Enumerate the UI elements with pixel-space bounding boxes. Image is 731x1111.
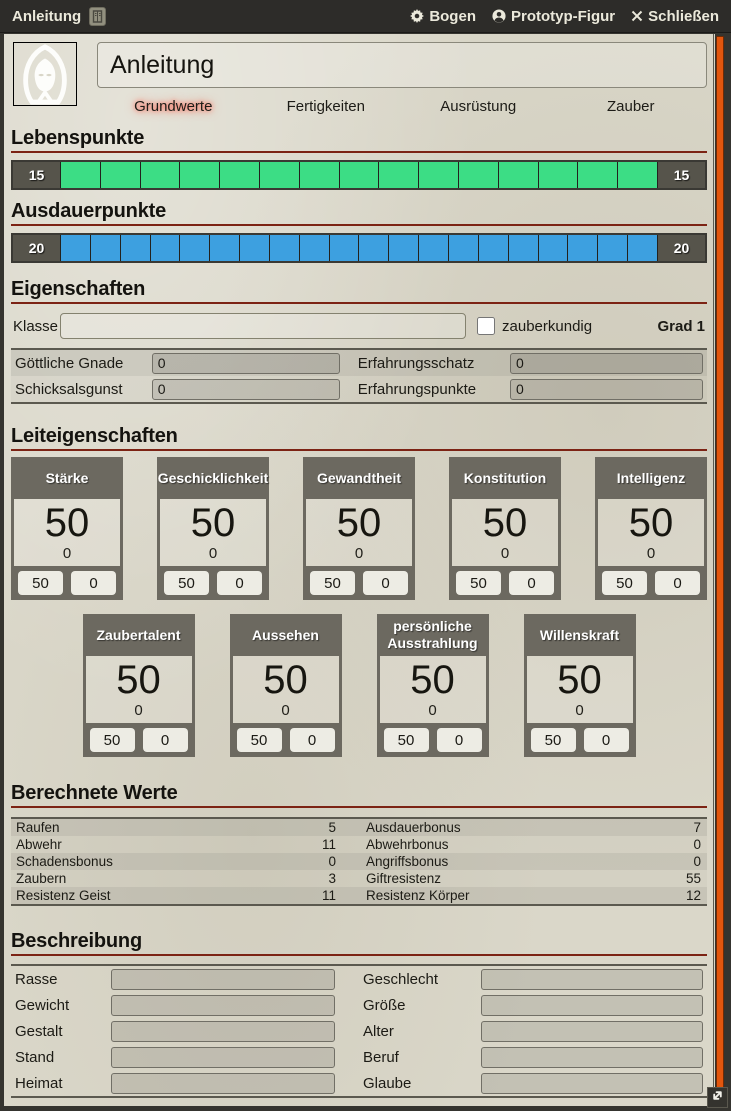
beschreibung-row (11, 992, 707, 1018)
attribute-card-aussehen (230, 614, 342, 757)
attribute-mod-input[interactable] (509, 571, 554, 595)
attribute-card-zaubertalent (83, 614, 195, 757)
description-input-gestalt[interactable] (111, 1021, 335, 1042)
resource-current: 15 (13, 162, 61, 188)
attribute-name: Willenskraft (524, 614, 636, 656)
section-rule (11, 449, 707, 451)
field-input-erfahrungsschatz[interactable] (510, 353, 703, 374)
description-input-glaube[interactable] (481, 1073, 703, 1094)
derived-label: Zaubern (16, 871, 67, 886)
beschreibung-table (11, 964, 707, 1098)
attribute-value[interactable]: 50 (628, 501, 674, 545)
window-title-group (12, 7, 106, 26)
berechnete-werte-row (11, 870, 707, 887)
derived-value: 12 (685, 888, 701, 903)
lebenspunkte-section (11, 127, 707, 190)
derived-value: 11 (321, 837, 336, 852)
description-input-alter[interactable] (481, 1021, 703, 1042)
attribute-body (303, 499, 415, 566)
attribute-inputs (303, 566, 415, 600)
description-input-gewicht[interactable] (111, 995, 335, 1016)
character-name-input[interactable] (97, 42, 707, 88)
tab-zauber[interactable]: Zauber (606, 98, 655, 115)
ausdauerpunkte-segment[interactable] (448, 235, 478, 261)
derived-label: Giftresistenz (366, 871, 442, 886)
sheet-content (4, 34, 715, 1106)
leiteigenschaften-section (11, 425, 707, 757)
description-label: Geschlecht (363, 970, 439, 988)
ausdauerpunkte-segment[interactable] (179, 235, 209, 261)
derived-label: Ausdauerbonus (366, 820, 461, 835)
attribute-base-input[interactable] (602, 571, 647, 595)
derived-value: 3 (328, 871, 336, 886)
attribute-cards-row-1 (11, 457, 707, 600)
resource-current: 20 (13, 235, 61, 261)
description-input-geschlecht[interactable] (481, 969, 703, 990)
lebenspunkte-segment[interactable] (61, 162, 100, 188)
attribute-body (230, 656, 342, 723)
lebenspunkte-segment[interactable] (179, 162, 219, 188)
tab-bar (97, 96, 707, 117)
attribute-name: Intelligenz (595, 457, 707, 499)
description-input-beruf[interactable] (481, 1047, 703, 1068)
description-label: Gewicht (15, 996, 70, 1014)
eigenschaften-row (11, 350, 707, 376)
close-label: Schließen (648, 7, 719, 25)
berechnete-werte-row (11, 836, 707, 853)
attribute-mod-input[interactable] (217, 571, 262, 595)
field-input-göttliche gnade[interactable] (152, 353, 340, 374)
derived-value: 0 (328, 854, 336, 869)
attribute-value[interactable]: 50 (263, 658, 308, 702)
attribute-bonus: 0 (354, 545, 364, 562)
user-circle-icon (492, 9, 506, 23)
derived-label: Resistenz Geist (16, 888, 111, 903)
tab-ausrüstung[interactable]: Ausrüstung (440, 98, 517, 115)
gear-icon (410, 9, 424, 23)
attribute-inputs (377, 723, 489, 757)
description-label: Stand (15, 1048, 55, 1066)
attribute-body (83, 656, 195, 723)
attribute-mod-input[interactable] (143, 728, 188, 752)
attribute-name: Konstitution (449, 457, 561, 499)
field-label: Göttliche Gnade (15, 354, 124, 372)
attribute-name: Aussehen (230, 614, 342, 656)
derived-label: Schadensbonus (16, 854, 113, 869)
beschreibung-heading: Beschreibung (11, 930, 142, 952)
character-portrait[interactable] (13, 42, 77, 106)
attribute-bonus: 0 (646, 545, 656, 562)
resource-max: 20 (657, 235, 705, 261)
ausdauerpunkte-segment[interactable] (627, 235, 657, 261)
ausdauerpunkte-segment[interactable] (567, 235, 597, 261)
beschreibung-row (11, 1018, 707, 1044)
section-rule (11, 954, 707, 956)
field-label: Erfahrungsschatz (357, 354, 475, 372)
attribute-name: Geschicklichkeit (157, 457, 269, 499)
attribute-inputs (83, 723, 195, 757)
attribute-body (157, 499, 269, 566)
window-titlebar[interactable] (0, 0, 731, 33)
attribute-bonus: 0 (208, 545, 218, 562)
ausdauerpunkte-segment[interactable] (209, 235, 239, 261)
klasse-input[interactable] (60, 313, 466, 339)
attribute-base-input[interactable] (456, 571, 501, 595)
attribute-value[interactable]: 50 (410, 658, 455, 702)
lebenspunkte-segment[interactable] (378, 162, 418, 188)
derived-value: 55 (685, 871, 701, 886)
attribute-inputs (11, 566, 123, 600)
ausdauerpunkte-segment[interactable] (90, 235, 120, 261)
description-label: Rasse (15, 970, 58, 988)
resource-max: 15 (657, 162, 705, 188)
attribute-name: Stärke (11, 457, 123, 499)
attribute-mod-input[interactable] (363, 571, 408, 595)
ausdauerpunkte-segment[interactable] (508, 235, 538, 261)
berechnete-werte-table (11, 817, 707, 906)
ausdauerpunkte-segment[interactable] (269, 235, 299, 261)
sheet-config-label: Bogen (429, 7, 476, 25)
leiteigenschaften-heading: Leiteigenschaften (11, 425, 178, 447)
attribute-body (377, 656, 489, 723)
attribute-name: persönliche Ausstrahlung (377, 614, 489, 656)
derived-value: 0 (693, 837, 701, 852)
attribute-card-gewandtheit (303, 457, 415, 600)
resize-diagonal-arrow-icon (710, 1088, 725, 1108)
attribute-card-konstitution (449, 457, 561, 600)
attribute-value[interactable]: 50 (336, 501, 382, 545)
zauberkundig-checkbox[interactable] (477, 317, 495, 335)
attribute-inputs (524, 723, 636, 757)
lebenspunkte-segment[interactable] (577, 162, 617, 188)
attribute-body (524, 656, 636, 723)
derived-label: Raufen (16, 820, 60, 835)
berechnete-werte-section (11, 782, 707, 906)
attribute-bonus: 0 (575, 702, 584, 719)
tab-fertigkeiten[interactable]: Fertigkeiten (286, 98, 365, 115)
lebenspunkte-heading: Lebenspunkte (11, 127, 145, 149)
attribute-name: Zaubertalent (83, 614, 195, 656)
lebenspunkte-segment[interactable] (458, 162, 498, 188)
header-right (97, 42, 707, 117)
attribute-body (595, 499, 707, 566)
window-title: Anleitung (12, 7, 82, 25)
attribute-value[interactable]: 50 (44, 501, 90, 545)
description-input-stand[interactable] (111, 1047, 335, 1068)
resource-bar (11, 160, 707, 190)
lebenspunkte-segment[interactable] (538, 162, 578, 188)
berechnete-werte-row (11, 853, 707, 870)
attribute-mod-input[interactable] (437, 728, 482, 752)
tab-grundwerte[interactable]: Grundwerte (134, 98, 213, 115)
klasse-row (13, 313, 707, 339)
attribute-base-input[interactable] (90, 728, 135, 752)
description-input-heimat[interactable] (111, 1073, 335, 1094)
section-rule (11, 151, 707, 153)
ausdauerpunkte-segment[interactable] (239, 235, 269, 261)
attribute-bonus: 0 (281, 702, 290, 719)
field-label: Erfahrungspunkte (357, 380, 477, 398)
attribute-inputs (449, 566, 561, 600)
ausdauerpunkte-segment[interactable] (329, 235, 359, 261)
section-rule (11, 806, 707, 808)
attribute-card-geschicklichkeit (157, 457, 269, 600)
derived-label: Abwehr (16, 837, 62, 852)
lebenspunkte-segment[interactable] (100, 162, 140, 188)
derived-label: Resistenz Körper (366, 888, 470, 903)
titlebar-actions (410, 8, 719, 25)
lebenspunkte-segment[interactable] (259, 162, 299, 188)
attribute-mod-input[interactable] (71, 571, 116, 595)
ausdauerpunkte-segment[interactable] (358, 235, 388, 261)
attribute-card-persönliche ausstrahlung (377, 614, 489, 757)
field-input-erfahrungspunkte[interactable] (510, 379, 703, 400)
ausdauerpunkte-segment[interactable] (597, 235, 627, 261)
eigenschaften-section (11, 278, 707, 404)
ausdauerpunkte-segment[interactable] (418, 235, 448, 261)
description-label: Alter (363, 1022, 394, 1040)
lebenspunkte-segment[interactable] (418, 162, 458, 188)
attribute-base-input[interactable] (310, 571, 355, 595)
section-rule (11, 224, 707, 226)
resource-bar (11, 233, 707, 263)
attribute-card-intelligenz (595, 457, 707, 600)
derived-label: Angriffsbonus (366, 854, 449, 869)
eigenschaften-row (11, 376, 707, 402)
attribute-base-input[interactable] (237, 728, 282, 752)
attribute-value[interactable]: 50 (190, 501, 236, 545)
ausdauerpunkte-heading: Ausdauerpunkte (11, 200, 167, 222)
attribute-bonus: 0 (134, 702, 143, 719)
attribute-inputs (230, 723, 342, 757)
attribute-bonus: 0 (428, 702, 437, 719)
attribute-body (449, 499, 561, 566)
close-icon (631, 10, 643, 22)
field-label: Schicksalsgunst (15, 380, 123, 398)
attribute-card-stärke (11, 457, 123, 600)
ausdauerpunkte-segment[interactable] (120, 235, 150, 261)
berechnete-werte-row (11, 887, 707, 904)
zauberkundig-label: zauberkundig (502, 317, 593, 335)
attribute-mod-input[interactable] (584, 728, 629, 752)
grad-value: Grad 1 (657, 317, 705, 335)
eigenschaften-heading: Eigenschaften (11, 278, 146, 300)
beschreibung-row (11, 966, 707, 992)
klasse-label: Klasse (13, 317, 59, 335)
lebenspunkte-segment[interactable] (219, 162, 259, 188)
prototype-token-label: Prototyp-Figur (510, 7, 616, 25)
section-rule (11, 302, 707, 304)
lebenspunkte-segment[interactable] (140, 162, 180, 188)
eigenschaften-table (11, 348, 707, 404)
beschreibung-section (11, 930, 707, 1098)
ausdauerpunkte-segment[interactable] (478, 235, 508, 261)
resource-segments (61, 235, 657, 261)
ausdauerpunkte-segment[interactable] (150, 235, 180, 261)
attribute-body (11, 499, 123, 566)
beschreibung-row (11, 1044, 707, 1070)
journal-book-icon (89, 7, 106, 26)
attribute-value[interactable]: 50 (482, 501, 528, 545)
attribute-bonus: 0 (62, 545, 72, 562)
ausdauerpunkte-segment[interactable] (388, 235, 418, 261)
resize-handle[interactable] (707, 1087, 728, 1108)
attribute-value[interactable]: 50 (116, 658, 161, 702)
description-input-rasse[interactable] (111, 969, 335, 990)
derived-value: 5 (328, 820, 336, 835)
attribute-mod-input[interactable] (290, 728, 335, 752)
close-window-button[interactable] (631, 8, 719, 25)
ausdauerpunkte-section (11, 200, 707, 263)
ausdauerpunkte-segment[interactable] (538, 235, 568, 261)
ausdauerpunkte-segment[interactable] (299, 235, 329, 261)
attribute-base-input[interactable] (18, 571, 63, 595)
attribute-value[interactable]: 50 (557, 658, 602, 702)
description-label: Größe (363, 996, 406, 1014)
description-label: Glaube (363, 1074, 412, 1092)
attribute-card-willenskraft (524, 614, 636, 757)
field-input-schicksalsgunst[interactable] (152, 379, 340, 400)
attribute-bonus: 0 (500, 545, 510, 562)
sheet-config-button[interactable] (410, 8, 476, 25)
description-label: Beruf (363, 1048, 399, 1066)
resource-segments (61, 162, 657, 188)
derived-value: 11 (321, 888, 336, 903)
ausdauerpunkte-segment[interactable] (61, 235, 90, 261)
prototype-token-button[interactable] (492, 8, 615, 25)
scrollbar-track-edge (713, 34, 714, 1106)
attribute-base-input[interactable] (531, 728, 576, 752)
attribute-mod-input[interactable] (655, 571, 700, 595)
derived-label: Abwehrbonus (366, 837, 449, 852)
attribute-cards-row-2 (11, 614, 707, 757)
description-input-größe[interactable] (481, 995, 703, 1016)
attribute-inputs (595, 566, 707, 600)
lebenspunkte-segment[interactable] (498, 162, 538, 188)
beschreibung-row (11, 1070, 707, 1096)
berechnete-werte-heading: Berechnete Werte (11, 782, 178, 804)
lebenspunkte-segment[interactable] (299, 162, 339, 188)
derived-value: 7 (693, 820, 701, 835)
description-label: Gestalt (15, 1022, 63, 1040)
attribute-base-input[interactable] (164, 571, 209, 595)
scrollbar-thumb[interactable] (716, 36, 724, 1103)
attribute-inputs (157, 566, 269, 600)
berechnete-werte-row (11, 819, 707, 836)
lebenspunkte-segment[interactable] (339, 162, 379, 188)
attribute-base-input[interactable] (384, 728, 429, 752)
attribute-name: Gewandtheit (303, 457, 415, 499)
sheet-header (13, 42, 707, 117)
lebenspunkte-segment[interactable] (617, 162, 657, 188)
description-label: Heimat (15, 1074, 63, 1092)
derived-value: 0 (693, 854, 701, 869)
